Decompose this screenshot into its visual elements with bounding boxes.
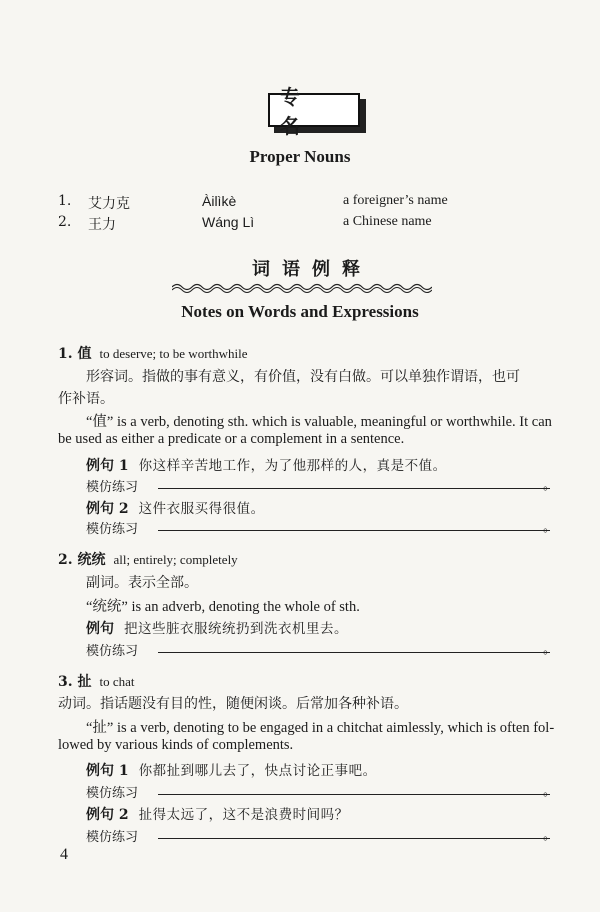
practice-line (86, 640, 556, 658)
practice-blank[interactable] (158, 488, 550, 489)
practice-blank[interactable] (158, 530, 550, 531)
page-number: 4 (60, 846, 68, 863)
entry-gloss: to deserve; to be worthwhile (99, 346, 248, 361)
practice-label: 模仿练习 (86, 830, 139, 845)
entry-cn-desc: 副词。表示全部。 (86, 575, 198, 591)
example-label: 例句 2 (86, 807, 129, 823)
example-text: 你都扯到哪儿去了，快点讨论正事吧。 (138, 763, 377, 779)
entry-word: 3. 扯 (58, 674, 92, 690)
example-sentence (86, 803, 586, 824)
notes-title-chinese: 词语例释 (252, 259, 372, 280)
example-text: 扯得太远了，这不是浪费时间吗？ (138, 807, 349, 823)
entry-word: 1. 值 (58, 346, 92, 362)
practice-line (86, 782, 556, 800)
decorative-wave-divider (172, 280, 432, 294)
section-title-box (268, 85, 360, 138)
proper-noun-row (58, 193, 558, 213)
practice-end-mark: 。 (542, 784, 556, 799)
example-text: 这件衣服买得很值。 (138, 501, 265, 517)
practice-end-mark: 。 (542, 478, 556, 493)
entry-en-desc: lowed by various kinds of complements. (58, 737, 294, 753)
entry-word: 2. 统统 (58, 552, 106, 568)
proper-noun-pinyin: Wáng Lì (202, 214, 255, 230)
proper-nouns-heading: Proper Nouns (249, 147, 351, 166)
practice-blank[interactable] (158, 794, 550, 795)
entry-gloss: to chat (99, 674, 135, 689)
proper-noun-chinese: 王力 (88, 217, 116, 233)
entry-en-desc: “值” is a verb, denoting sth. which is valuable, meaningful or worthwhile. It can (86, 414, 552, 430)
practice-label: 模仿练习 (86, 480, 139, 495)
practice-end-mark: 。 (542, 642, 556, 657)
proper-noun-english: a foreigner’s name (343, 193, 448, 208)
practice-end-mark: 。 (542, 828, 556, 843)
entry-heading (58, 671, 558, 691)
example-text: 把这些脏衣服统统扔到洗衣机里去。 (124, 621, 348, 637)
practice-blank[interactable] (158, 652, 550, 653)
notes-title-english: Notes on Words and Expressions (181, 302, 419, 321)
practice-end-mark: 。 (542, 520, 556, 535)
practice-line (86, 518, 556, 536)
section-title: 专 名 (280, 85, 314, 138)
practice-line (86, 476, 556, 494)
proper-noun-pinyin: Àilìkè (202, 193, 237, 209)
practice-label: 模仿练习 (86, 644, 139, 659)
entry-cn-desc: 动词。指话题没有目的性，随便闲谈。后常加各种补语。 (58, 696, 408, 712)
practice-label: 模仿练习 (86, 522, 139, 537)
proper-noun-english: a Chinese name (343, 214, 432, 229)
entry-cn-desc: 形容词。指做的事有意义，有价值，没有白做。可以单独作谓语，也可 (86, 369, 520, 385)
proper-noun-chinese: 艾力克 (88, 196, 130, 212)
entry-heading (58, 549, 558, 569)
entry-cn-desc: 作补语。 (58, 391, 114, 407)
entry-en-desc: “扯” is a verb, denoting to be engaged in a chitchat aimlessly, which is often fol- (86, 720, 555, 736)
example-label: 例句 1 (86, 763, 129, 779)
entry-heading (58, 343, 558, 363)
proper-noun-row (58, 214, 558, 234)
example-sentence (86, 454, 586, 475)
proper-noun-number: 1. (58, 193, 72, 209)
practice-line (86, 826, 556, 844)
example-sentence (86, 759, 586, 780)
entry-en-desc: be used as either a predicate or a complement in a sentence. (58, 431, 405, 447)
example-label: 例句 (86, 621, 114, 637)
practice-blank[interactable] (158, 838, 550, 839)
example-label: 例句 1 (86, 458, 129, 474)
example-text: 你这样辛苦地工作，为了他那样的人，真是不值。 (138, 458, 447, 474)
example-sentence (86, 497, 586, 518)
entry-gloss: all; entirely; completely (113, 552, 238, 567)
entry-en-desc: “统统” is an adverb, denoting the whole of sth. (86, 599, 360, 615)
example-label: 例句 2 (86, 501, 129, 517)
practice-label: 模仿练习 (86, 786, 139, 801)
example-sentence (86, 617, 586, 638)
proper-noun-number: 2. (58, 214, 72, 230)
